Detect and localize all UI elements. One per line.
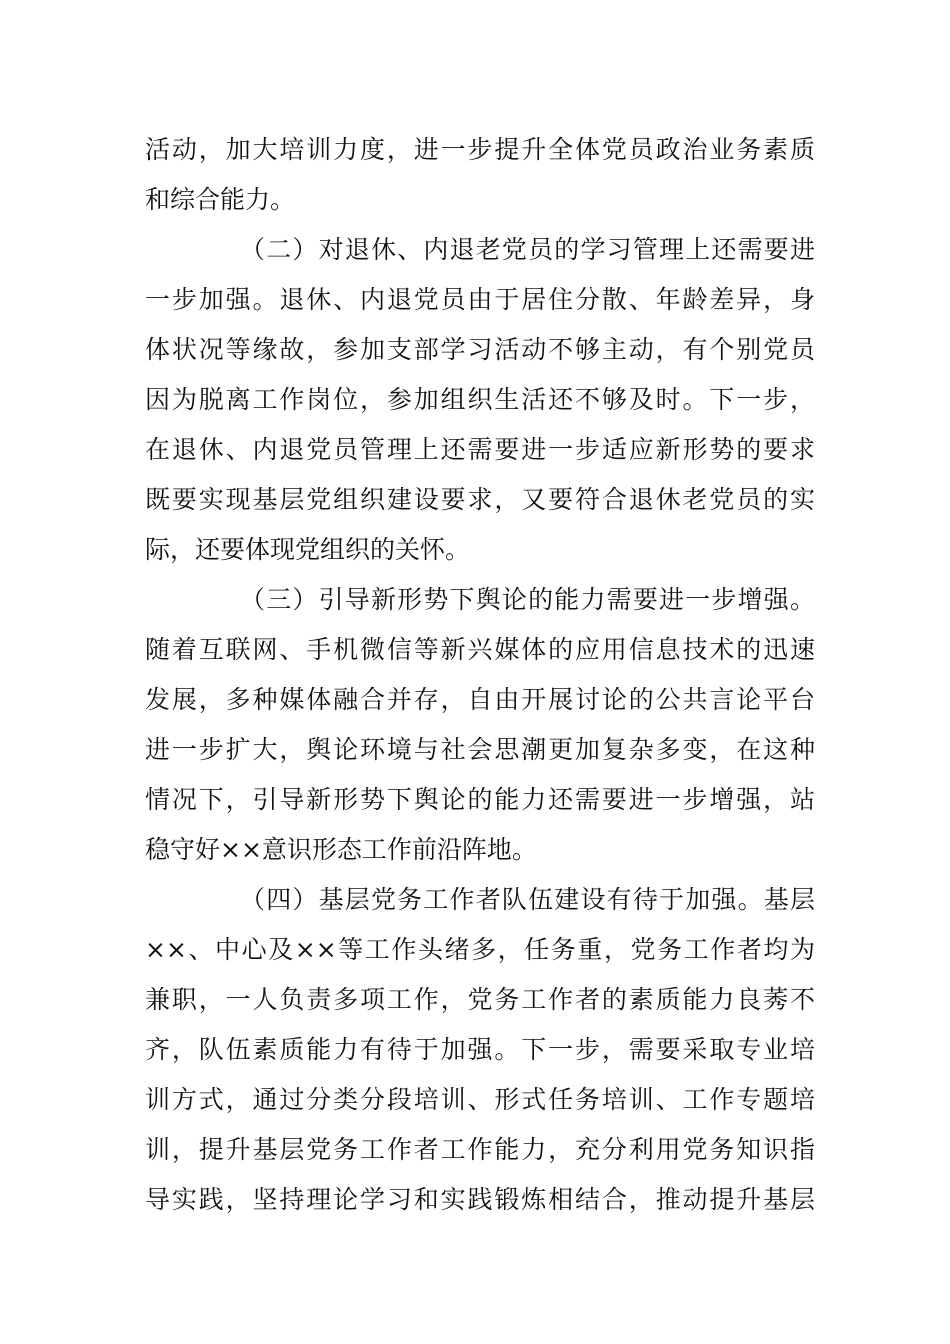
paragraph-line: 和综合能力。 [145, 185, 296, 214]
paragraph-line: 发展，多种媒体融合并存，自由开展讨论的公共言论平台 [145, 685, 815, 714]
paragraph-line: 一步加强。退休、内退党员由于居住分散、年龄差异，身 [145, 285, 815, 314]
paragraph-line: 进一步扩大，舆论环境与社会思潮更加复杂多变，在这种 [145, 735, 815, 764]
paragraph-line: 导实践，坚持理论学习和实践锻炼相结合，推动提升基层 [145, 1185, 815, 1214]
paragraph-line: 情况下，引导新形势下舆论的能力还需要进一步增强，站 [145, 785, 815, 814]
paragraph-line: 齐，队伍素质能力有待于加强。下一步，需要采取专业培 [145, 1035, 815, 1064]
section-heading-line: （四）基层党务工作者队伍建设有待于加强。基层 [240, 885, 815, 914]
paragraph-line: 既要实现基层党组织建设要求，又要符合退休老党员的实 [145, 485, 815, 514]
paragraph-line: 际，还要体现党组织的关怀。 [145, 535, 471, 564]
paragraph-line: 活动，加大培训力度，进一步提升全体党员政治业务素质 [145, 135, 815, 164]
paragraph-line: ××、中心及××等工作头绪多，任务重，党务工作者均为 [145, 935, 815, 964]
section-heading-line: （三）引导新形势下舆论的能力需要进一步增强。 [240, 585, 815, 614]
paragraph-line: 训方式，通过分类分段培训、形式任务培训、工作专题培 [145, 1085, 815, 1114]
paragraph-line: 随着互联网、手机微信等新兴媒体的应用信息技术的迅速 [145, 635, 815, 664]
paragraph-line: 因为脱离工作岗位，参加组织生活还不够及时。下一步， [145, 385, 815, 414]
paragraph-line: 在退休、内退党员管理上还需要进一步适应新形势的要求 [145, 435, 815, 464]
paragraph-line: 体状况等缘故，参加支部学习活动不够主动，有个别党员 [145, 335, 815, 364]
paragraph-line: 稳守好××意识形态工作前沿阵地。 [145, 835, 537, 864]
paragraph-line: 训，提升基层党务工作者工作能力，充分利用党务知识指 [145, 1135, 815, 1164]
paragraph-line: 兼职，一人负责多项工作，党务工作者的素质能力良莠不 [145, 985, 815, 1014]
section-heading-line: （二）对退休、内退老党员的学习管理上还需要进 [240, 235, 815, 264]
